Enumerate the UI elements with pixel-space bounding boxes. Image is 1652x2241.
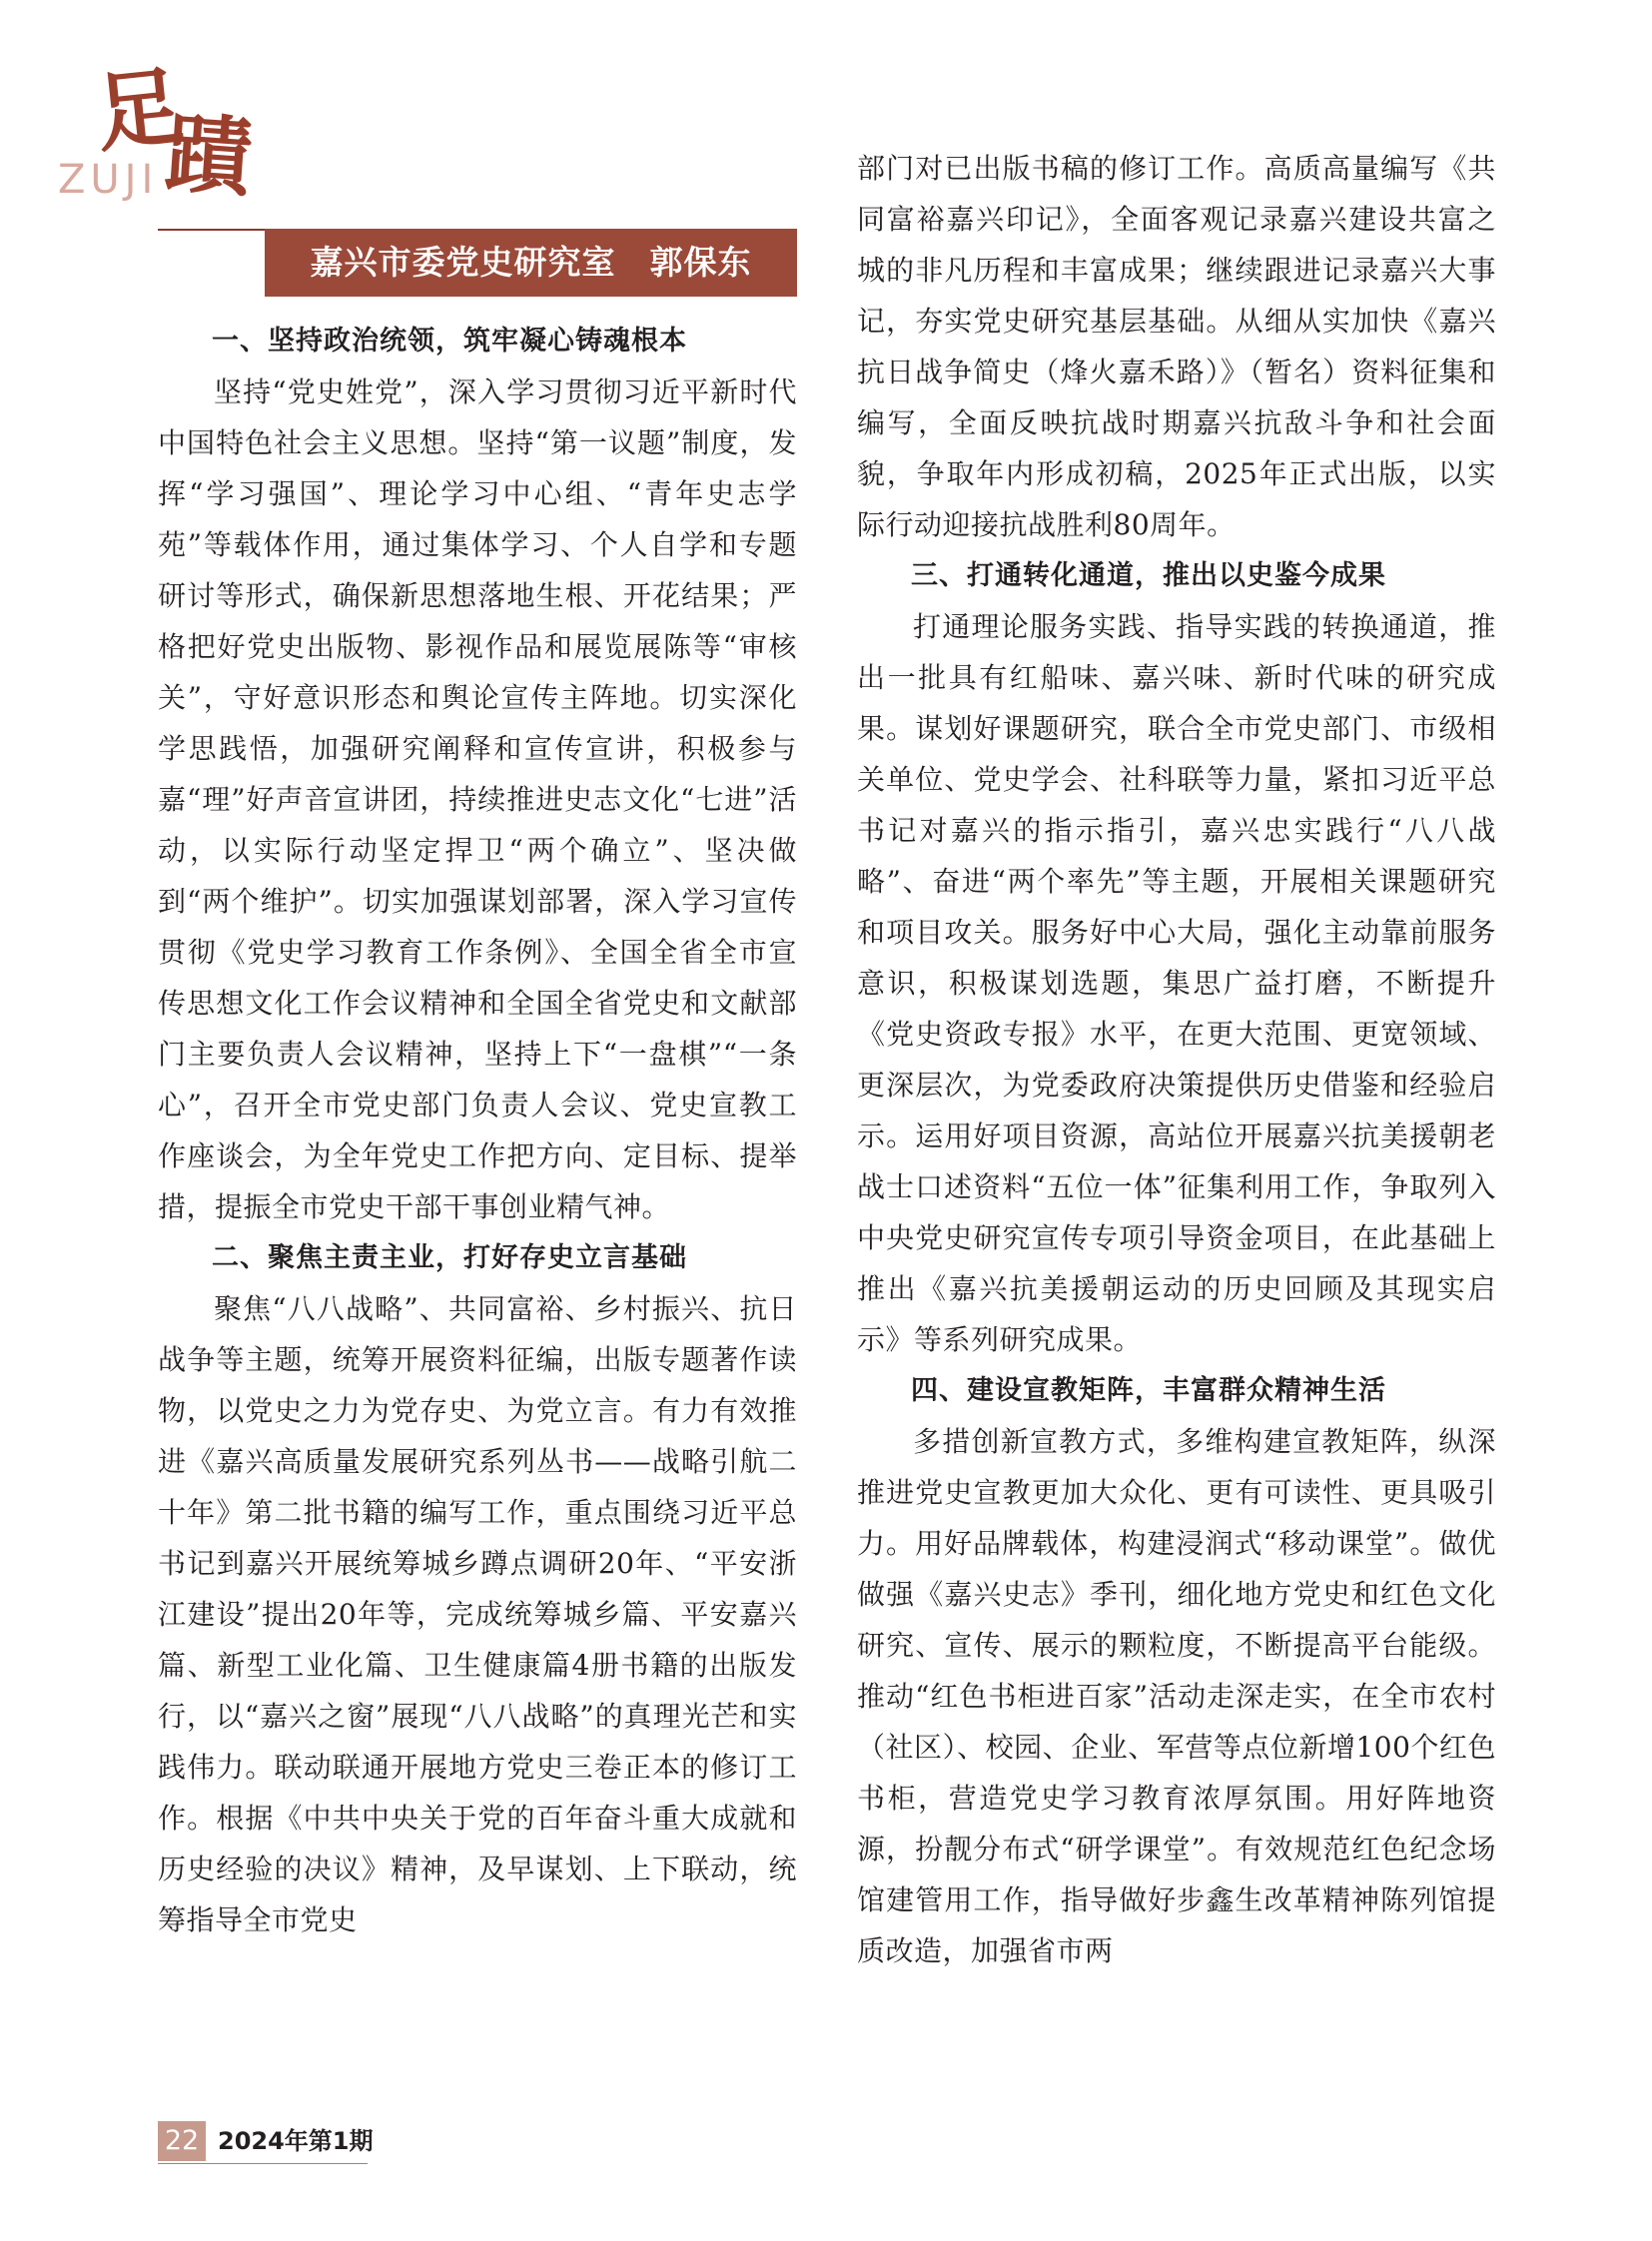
page-number: 22 [158, 2121, 206, 2161]
footer-rule [158, 2163, 368, 2164]
logo-character-2: 蹟 [162, 103, 256, 210]
logo-latin: ZUJI [58, 157, 159, 203]
issue-label: 2024年第1期 [218, 2127, 374, 2155]
body-paragraph: 打通理论服务实践、指导实践的转换通道，推出一批具有红船味、嘉兴味、新时代味的研究成果。谋划好课题研究，联合全市党史部门、市级相关单位、党史学会、社科联等力量，紧扣习近平总书记对嘉兴的指示指引，嘉兴忠实践行“八八战略”、奋进“两个率先”等主题，开展相关课题研究和项目攻关。服务好中心大局，强化主动靠前服务意识，积极谋划选题，集思广益打磨，不断提升《党史资政专报》水平，在更大范围、更宽领域、更深层次，为党委政府决策提供历史借鉴和经验启示。运用好项目资源，高站位开展嘉兴抗美援朝老战士口述资料“五位一体”征集利用工作，争取列入中央党史研究宣传专项引导资金项目，在此基础上推出《嘉兴抗美援朝运动的历史回顾及其现实启示》等系列研究成果。 [857, 610, 1496, 1356]
right-column [857, 143, 1496, 1976]
zuji-logo [56, 55, 256, 210]
left-column [158, 316, 797, 1945]
section-heading: 二、聚焦主责主业，打好存史立言基础 [212, 1242, 687, 1273]
section-heading: 三、打通转化通道，推出以史鉴今成果 [911, 560, 1386, 591]
logo-character-1: 足 [90, 55, 187, 166]
author-banner: 嘉兴市委党史研究室 郭保东 [265, 229, 797, 297]
body-paragraph: 多措创新宣教方式，多维构建宣教矩阵，纵深推进党史宣教更加大众化、更有可读性、更具吸引力。用好品牌载体，构建浸润式“移动课堂”。做优做强《嘉兴史志》季刊，细化地方党史和红色文化研究、宣传、展示的颗粒度，不断提高平台能级。推动“红色书柜进百家”活动走深走实，在全市农村（社区）、校园、企业、军营等点位新增100个红色书柜，营造党史学习教育浓厚氛围。用好阵地资源，扮靓分布式“研学课堂”。有效规范红色纪念场馆建管用工作，指导做好步鑫生改革精神陈列馆提质改造，加强省市两 [857, 1425, 1496, 1967]
section-heading: 四、建设宣教矩阵，丰富群众精神生活 [911, 1375, 1386, 1406]
section-heading: 一、坚持政治统领，筑牢凝心铸魂根本 [212, 326, 687, 357]
body-paragraph: 部门对已出版书稿的修订工作。高质高量编写《共同富裕嘉兴印记》，全面客观记录嘉兴建设共富之城的非凡历程和丰富成果；继续跟进记录嘉兴大事记，夯实党史研究基层基础。从细从实加快《嘉兴抗日战争简史（烽火嘉禾路）》（暂名）资料征集和编写，全面反映抗战时期嘉兴抗敌斗争和社会面貌，争取年内形成初稿，2025年正式出版，以实际行动迎接抗战胜利80周年。 [857, 152, 1496, 541]
body-paragraph: 聚焦“八八战略”、共同富裕、乡村振兴、抗日战争等主题，统筹开展资料征编，出版专题著作读物，以党史之力为党存史、为党立言。有力有效推进《嘉兴高质量发展研究系列丛书——战略引航二十年》第二批书籍的编写工作，重点围绕习近平总书记到嘉兴开展统筹城乡蹲点调研20年、“平安浙江建设”提出20年等，完成统筹城乡篇、平安嘉兴篇、新型工业化篇、卫生健康篇4册书籍的出版发行，以“嘉兴之窗”展现“八八战略”的真理光芒和实践伟力。联动联通开展地方党史三卷正本的修订工作。根据《中共中央关于党的百年奋斗重大成就和历史经验的决议》精神，及早谋划、上下联动，统筹指导全市党史 [158, 1292, 797, 1936]
body-paragraph: 坚持“党史姓党”，深入学习贯彻习近平新时代中国特色社会主义思想。坚持“第一议题”制度，发挥“学习强国”、理论学习中心组、“青年史志学苑”等载体作用，通过集体学习、个人自学和专题研讨等形式，确保新思想落地生根、开花结果；严格把好党史出版物、影视作品和展览展陈等“审核关”，守好意识形态和舆论宣传主阵地。切实深化学思践悟，加强研究阐释和宣传宣讲，积极参与嘉“理”好声音宣讲团，持续推进史志文化“七进”活动，以实际行动坚定捍卫“两个确立”、坚决做到“两个维护”。切实加强谋划部署，深入学习宣传贯彻《党史学习教育工作条例》、全国全省全市宣传思想文化工作会议精神和全国全省党史和文献部门主要负责人会议精神，坚持上下“一盘棋”“一条心”，召开全市党史部门负责人会议、党史宣教工作座谈会，为全年党史工作把方向、定目标、提举措，提振全市党史干部干事创业精气神。 [158, 375, 797, 1223]
